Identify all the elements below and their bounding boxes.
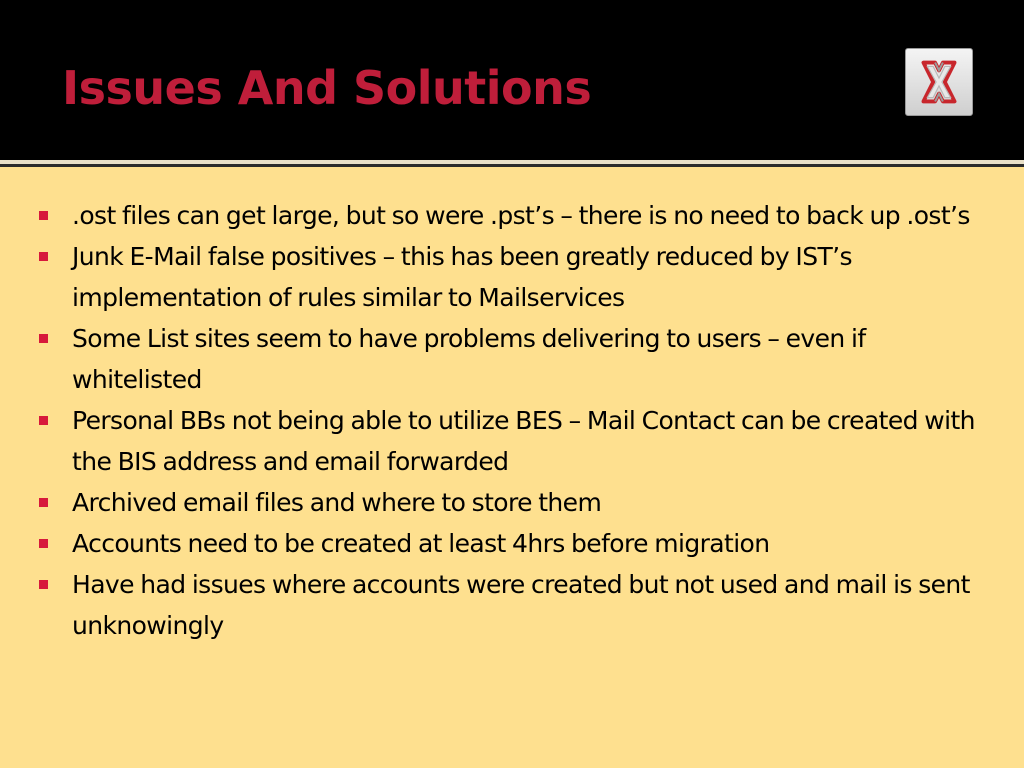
bullet-marker-icon (39, 252, 48, 261)
bullet-list (0, 195, 1024, 646)
bullet-marker-icon (39, 539, 48, 548)
bullet-item (0, 400, 1024, 482)
bullet-item (0, 195, 1024, 236)
slide-title: Issues And Solutions (62, 61, 592, 115)
exchange-logo-icon (905, 48, 973, 116)
bullet-item (0, 523, 1024, 564)
bullet-marker-icon (39, 498, 48, 507)
title-bar (0, 0, 1024, 160)
bullet-text: Have had issues where accounts were created but not used and mail is sent unknowingly (72, 570, 970, 640)
bullet-marker-icon (39, 211, 48, 220)
bullet-item (0, 482, 1024, 523)
bullet-text: .ost files can get large, but so were .pst’s – there is no need to back up .ost’s (72, 201, 970, 230)
bullet-marker-icon (39, 416, 48, 425)
bullet-marker-icon (39, 580, 48, 589)
bullet-text: Some List sites seem to have problems delivering to users – even if whitelisted (72, 324, 866, 394)
bullet-item (0, 564, 1024, 646)
bullet-text: Accounts need to be created at least 4hrs before migration (72, 529, 770, 558)
bullet-text: Personal BBs not being able to utilize BES – Mail Contact can be created with the BIS address and email forwarded (72, 406, 975, 476)
bullet-text: Archived email files and where to store them (72, 488, 602, 517)
bullet-marker-icon (39, 334, 48, 343)
bullet-text: Junk E-Mail false positives – this has been greatly reduced by IST’s implementation of rules similar to Mailservices (72, 242, 852, 312)
bullet-item (0, 318, 1024, 400)
bullet-item (0, 236, 1024, 318)
